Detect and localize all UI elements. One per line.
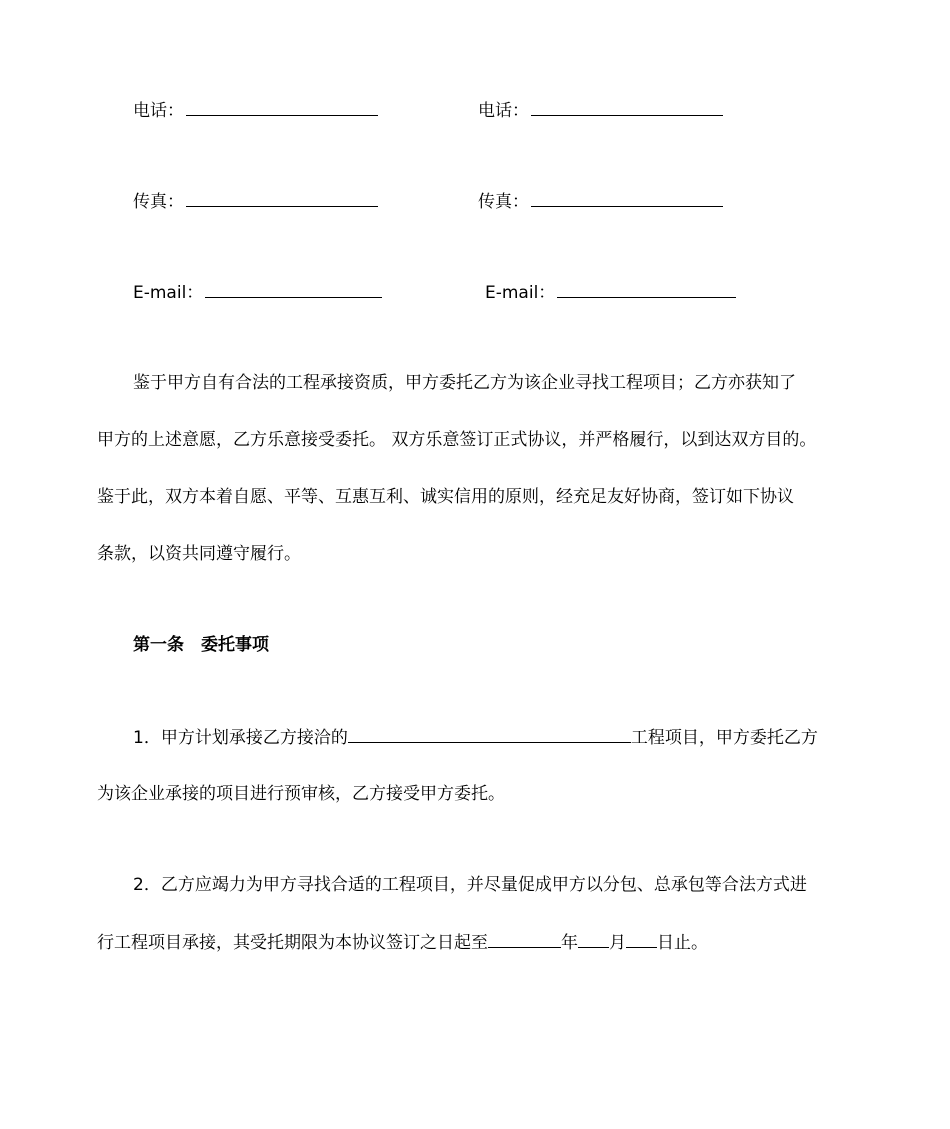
- article-1-item-2-line-1: 2．乙方应竭力为甲方寻找合适的工程项目，并尽量促成甲方以分包、总承包等合法方式进: [133, 875, 807, 895]
- email-blank: [205, 281, 382, 298]
- phone-blank: [531, 99, 723, 116]
- preamble-line-1: 鉴于甲方自有合法的工程承接资质，甲方委托乙方为该企业寻找工程项目；乙方亦获知了: [133, 373, 796, 393]
- article-1-heading: 第一条 委托事项: [133, 635, 269, 655]
- preamble-line-4: 条款，以资共同遵守履行。: [97, 544, 301, 564]
- item-2-prefix: 行工程项目承接，其受托期限为本协议签订之日起至: [97, 933, 488, 953]
- article-1-item-1-line-1: [133, 726, 818, 749]
- fax-blank: [186, 190, 378, 207]
- day-blank: [626, 931, 657, 948]
- phone-field-party-a: [133, 99, 378, 122]
- year-label: 年: [561, 933, 578, 953]
- fax-label: 传真：: [133, 192, 184, 212]
- preamble-line-2: 甲方的上述意愿，乙方乐意接受委托。 双方乐意签订正式协议，并严格履行，以到达双方目的。: [97, 430, 817, 450]
- item-1-suffix: 工程项目，甲方委托乙方: [630, 728, 818, 748]
- project-name-blank: [348, 726, 631, 743]
- email-field-party-a: [133, 281, 382, 304]
- email-field-party-b: [485, 281, 736, 304]
- month-label: 月: [609, 933, 626, 953]
- day-label: 日止。: [657, 933, 708, 953]
- email-blank: [557, 281, 736, 298]
- item-1-prefix: 1．甲方计划承接乙方接洽的: [133, 728, 348, 748]
- preamble-line-3: 鉴于此，双方本着自愿、平等、互惠互利、诚实信用的原则，经充足友好协商，签订如下协议: [97, 487, 794, 507]
- phone-label: 电话：: [478, 101, 529, 121]
- fax-blank: [531, 190, 723, 207]
- email-label: E-mail：: [485, 283, 556, 303]
- fax-label: 传真：: [478, 192, 529, 212]
- phone-field-party-b: [478, 99, 723, 122]
- fax-field-party-a: [133, 190, 378, 213]
- year-blank: [488, 931, 561, 948]
- article-1-item-1-line-2: 为该企业承接的项目进行预审核，乙方接受甲方委托。: [97, 784, 505, 804]
- article-1-item-2-line-2: [97, 931, 708, 954]
- month-blank: [578, 931, 609, 948]
- fax-field-party-b: [478, 190, 723, 213]
- phone-blank: [186, 99, 378, 116]
- phone-label: 电话：: [133, 101, 184, 121]
- email-label: E-mail：: [133, 283, 204, 303]
